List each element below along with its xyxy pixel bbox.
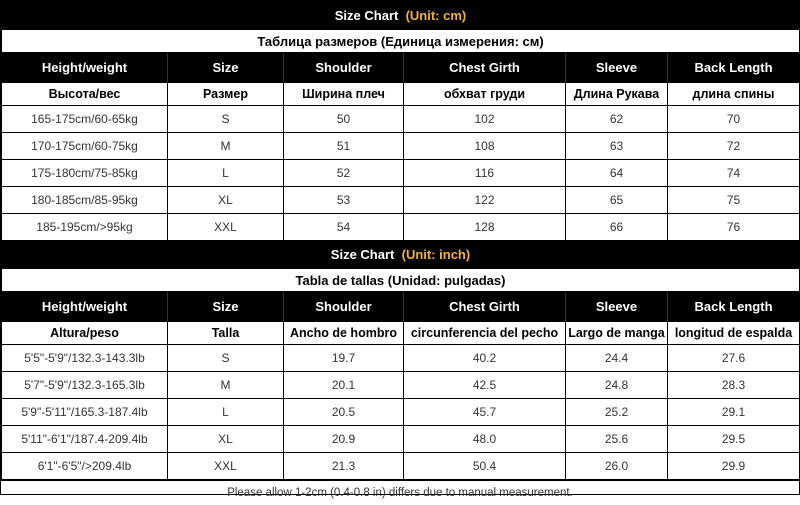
- table-cell: L: [168, 399, 284, 426]
- table-row: [2, 453, 800, 480]
- column-header: Height/weight: [2, 53, 168, 83]
- section-title-text: Size Chart: [334, 8, 399, 23]
- table-cell: 25.2: [566, 399, 668, 426]
- table-cell: XXL: [168, 453, 284, 480]
- table-row: [2, 106, 800, 133]
- inch-header-row: [2, 292, 800, 322]
- column-header: Height/weight: [2, 292, 168, 322]
- table-cell: XL: [168, 426, 284, 453]
- column-header: Back Length: [668, 292, 800, 322]
- column-label: Высота/вес: [2, 83, 168, 106]
- table-row: [2, 214, 800, 241]
- cm-section-subtitle: Таблица размеров (Единица измерения: см): [2, 30, 800, 53]
- measurement-note: Please allow 1-2cm (0.4-0.8 in) differs due to manual measurement.: [1, 480, 799, 505]
- table-cell: 75: [668, 187, 800, 214]
- table-cell: 21.3: [284, 453, 404, 480]
- table-cell: 5'11"-6'1"/187.4-209.4lb: [2, 426, 168, 453]
- table-cell: 51: [284, 133, 404, 160]
- column-label: длина спины: [668, 83, 800, 106]
- table-cell: 52: [284, 160, 404, 187]
- table-cell: M: [168, 372, 284, 399]
- table-cell: 5'9"-5'11"/165.3-187.4lb: [2, 399, 168, 426]
- table-cell: 70: [668, 106, 800, 133]
- table-cell: 165-175cm/60-65kg: [2, 106, 168, 133]
- table-cell: S: [168, 106, 284, 133]
- column-label: Largo de manga: [566, 322, 668, 345]
- table-cell: 63: [566, 133, 668, 160]
- inch-label-row: [2, 322, 800, 345]
- column-label: Ancho de hombro: [284, 322, 404, 345]
- column-header: Back Length: [668, 53, 800, 83]
- column-label: circunferencia del pecho: [404, 322, 566, 345]
- inch-section-subtitle: Tabla de tallas (Unidad: pulgadas): [2, 269, 800, 292]
- table-row: [2, 345, 800, 372]
- cm-section-title: [2, 2, 800, 30]
- table-row: [2, 133, 800, 160]
- table-row: [2, 187, 800, 214]
- table-cell: 175-180cm/75-85kg: [2, 160, 168, 187]
- table-cell: 29.1: [668, 399, 800, 426]
- size-table-body: [2, 2, 800, 480]
- table-cell: 19.7: [284, 345, 404, 372]
- section-unit-text: (Unit: inch): [401, 247, 471, 262]
- table-cell: 20.1: [284, 372, 404, 399]
- cm-header-row: [2, 53, 800, 83]
- table-cell: XL: [168, 187, 284, 214]
- table-row: [2, 372, 800, 399]
- table-cell: M: [168, 133, 284, 160]
- table-cell: 29.5: [668, 426, 800, 453]
- table-cell: 62: [566, 106, 668, 133]
- column-label: Talla: [168, 322, 284, 345]
- column-label: Ширина плеч: [284, 83, 404, 106]
- table-cell: 28.3: [668, 372, 800, 399]
- inch-title-row: [2, 241, 800, 269]
- cm-title-row: [2, 2, 800, 30]
- table-cell: 122: [404, 187, 566, 214]
- section-title-text: Size Chart: [330, 247, 395, 262]
- cm-label-row: [2, 83, 800, 106]
- cm-subtitle-row: [2, 30, 800, 53]
- table-cell: 185-195cm/>95kg: [2, 214, 168, 241]
- section-unit-text: (Unit: cm): [405, 8, 467, 23]
- column-header: Chest Girth: [404, 292, 566, 322]
- table-cell: S: [168, 345, 284, 372]
- table-cell: 76: [668, 214, 800, 241]
- column-label: обхват груди: [404, 83, 566, 106]
- table-cell: 50: [284, 106, 404, 133]
- table-cell: 53: [284, 187, 404, 214]
- table-cell: 26.0: [566, 453, 668, 480]
- table-row: [2, 399, 800, 426]
- table-cell: 27.6: [668, 345, 800, 372]
- table-cell: 42.5: [404, 372, 566, 399]
- table-cell: 20.5: [284, 399, 404, 426]
- column-header: Shoulder: [284, 53, 404, 83]
- inch-section-title: [2, 241, 800, 269]
- column-label: Altura/peso: [2, 322, 168, 345]
- table-cell: 24.8: [566, 372, 668, 399]
- table-cell: 74: [668, 160, 800, 187]
- table-cell: 64: [566, 160, 668, 187]
- table-cell: 5'7"-5'9"/132.3-165.3lb: [2, 372, 168, 399]
- table-cell: XXL: [168, 214, 284, 241]
- table-cell: 72: [668, 133, 800, 160]
- table-cell: 29.9: [668, 453, 800, 480]
- table-cell: L: [168, 160, 284, 187]
- size-table: [1, 1, 800, 480]
- table-cell: 170-175cm/60-75kg: [2, 133, 168, 160]
- column-header: Size: [168, 292, 284, 322]
- table-row: [2, 426, 800, 453]
- table-cell: 6'1"-6'5"/>209.4lb: [2, 453, 168, 480]
- column-label: longitud de espalda: [668, 322, 800, 345]
- table-cell: 54: [284, 214, 404, 241]
- table-cell: 50.4: [404, 453, 566, 480]
- table-cell: 66: [566, 214, 668, 241]
- table-cell: 116: [404, 160, 566, 187]
- table-cell: 45.7: [404, 399, 566, 426]
- table-cell: 65: [566, 187, 668, 214]
- table-cell: 40.2: [404, 345, 566, 372]
- column-header: Size: [168, 53, 284, 83]
- table-cell: 128: [404, 214, 566, 241]
- table-cell: 180-185cm/85-95kg: [2, 187, 168, 214]
- table-row: [2, 160, 800, 187]
- table-cell: 20.9: [284, 426, 404, 453]
- table-cell: 24.4: [566, 345, 668, 372]
- table-cell: 25.6: [566, 426, 668, 453]
- column-header: Shoulder: [284, 292, 404, 322]
- table-cell: 5'5"-5'9"/132.3-143.3lb: [2, 345, 168, 372]
- column-header: Sleeve: [566, 53, 668, 83]
- column-header: Chest Girth: [404, 53, 566, 83]
- table-cell: 108: [404, 133, 566, 160]
- column-label: Размер: [168, 83, 284, 106]
- column-label: Длина Рукава: [566, 83, 668, 106]
- column-header: Sleeve: [566, 292, 668, 322]
- table-cell: 102: [404, 106, 566, 133]
- table-cell: 48.0: [404, 426, 566, 453]
- inch-subtitle-row: [2, 269, 800, 292]
